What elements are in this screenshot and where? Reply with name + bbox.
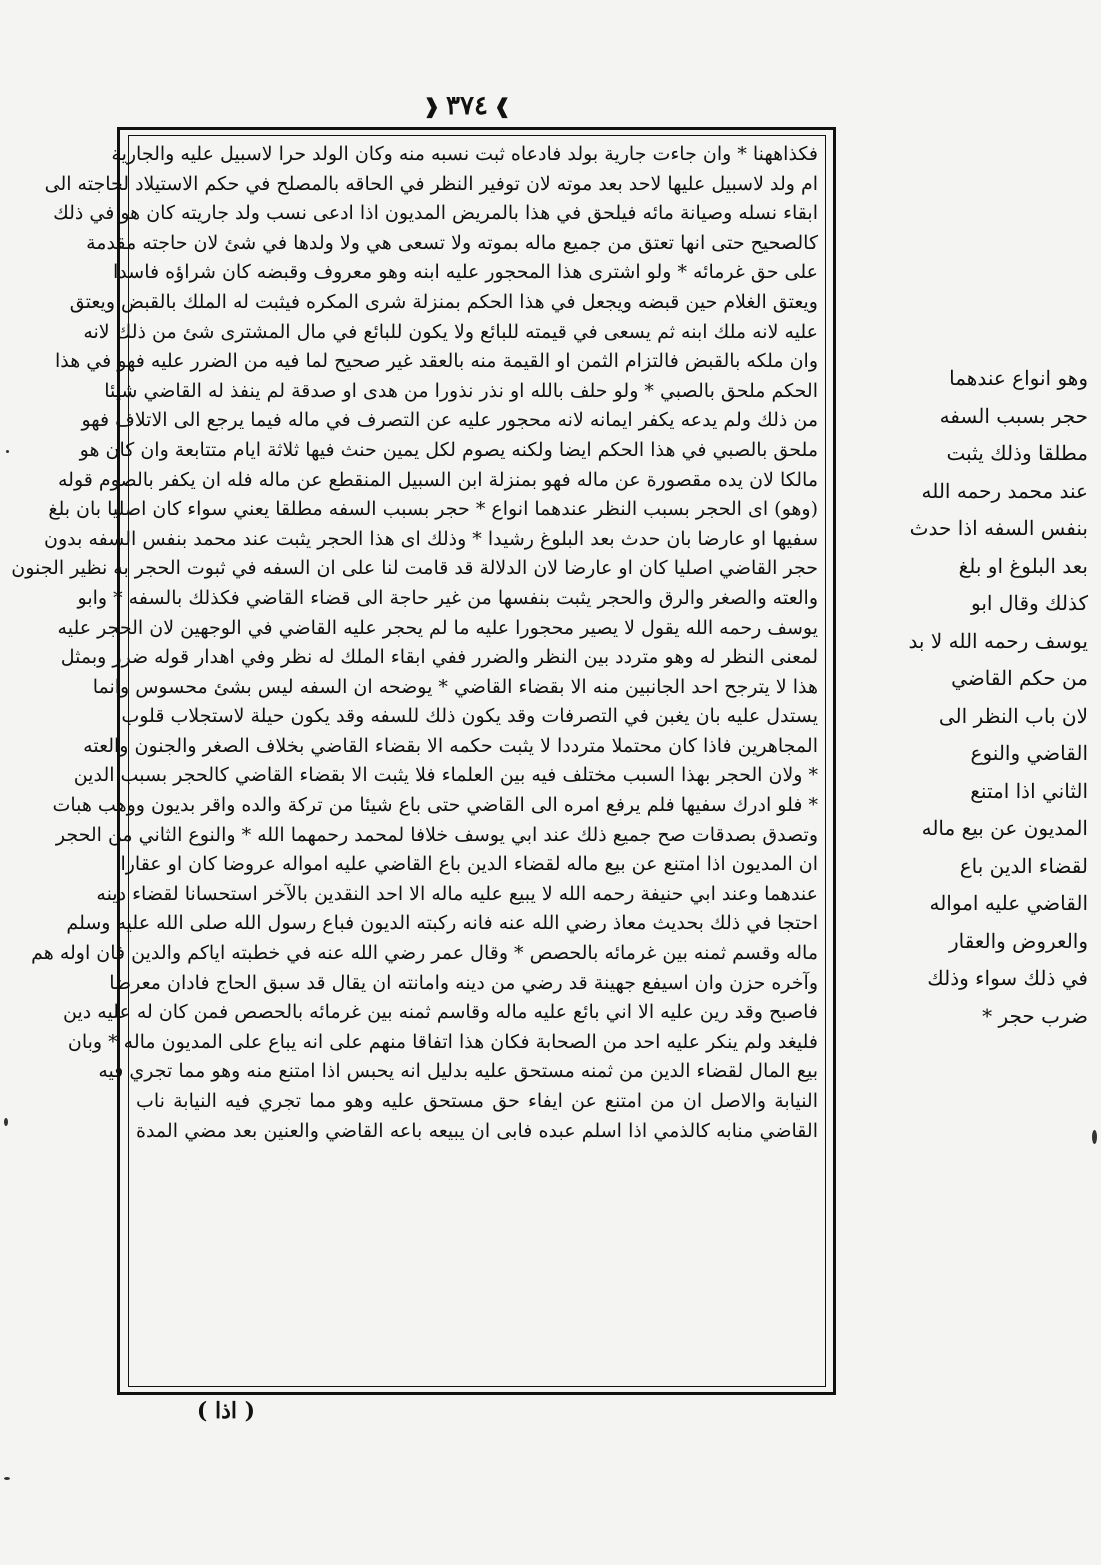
text-line: * ولان الحجر بهذا السبب مختلف فيه بين العلماء فلا يثبت الا بقضاء القاضي كالحجر بسبب الدين (73, 764, 818, 787)
text-line: النيابة والاصل ان من امتنع عن ايفاء حق مستحق عليه وهو مما تجري فيه النيابة ناب (136, 1090, 818, 1112)
margin-note (848, 360, 1088, 1035)
margin-note-line: مطلقا وذلك يثبت (946, 441, 1088, 465)
margin-note-line: القاضي عليه امواله (929, 891, 1088, 915)
text-line: احتجا في ذلك بحديث معاذ رضي الله عنه فانه ركبته الديون فباع رسول الله صلى الله عليه وسلم (66, 912, 818, 935)
margin-note-line: والعروض والعقار (948, 928, 1088, 953)
margin-note-line: الثاني اذا امتنع (970, 778, 1088, 803)
text-line: وآخره حزن وان اسيفع جهينة قد رضي من دينه وامانته ان يقال قد سبق الحاج فادان معرضا (109, 971, 818, 994)
text-line: ابقاء نسله وصيانة مائه فيلحق في هذا بالمريض المديون اذا ادعى نسب ولد جاريته كان هو في ذلك (53, 202, 818, 225)
text-line: لمعنى النظر له وهو متردد بين النظر والضرر ففي ابقاء الملك له نظر وفي اهدار قوله ضرر وبمثل (60, 646, 818, 669)
margin-note-line: من حكم القاضي (951, 666, 1088, 690)
text-line: هذا لا يترجح احد الجانبين منه الا بقضاء القاضي * يوضحه ان السفه ليس بشئ محسوس وانما (92, 675, 818, 698)
catchword: ( اذا ) (196, 1398, 256, 1424)
margin-note-line: ضرب حجر * (982, 1003, 1088, 1028)
scan-speck (4, 1118, 8, 1126)
text-line: من ذلك ولم يدعه يكفر ايمانه لانه محجور عليه عن التصرف في ماله فيما يرجع الى الاتلاف فهو (81, 409, 818, 432)
margin-note-line: حجر بسبب السفه (939, 403, 1088, 428)
text-line: ملحق بالصبي في هذا الحكم ايضا ولكنه يصوم لكل يمين حنث فيها ثلاثة ايام متتابعة وان كان هو (79, 438, 818, 461)
margin-note-line: عند محمد رحمه الله (921, 478, 1088, 503)
text-line: عندهما وعند ابي حنيفة رحمه الله لا يبيع عليه ماله الا احد النقدين بالآخر استحسانا لقضاء دينه (96, 882, 818, 905)
margin-note-line: في ذلك سواء وذلك (927, 966, 1088, 990)
text-line: القاضي منابه كالذمي اذا اسلم عبده فابى ان يبيعه باعه القاضي والعنين بعد مضي المدة (136, 1119, 818, 1142)
text-line: فاصبح وقد رين عليه الا اني بائع عليه ماله وقاسم ثمنه بين غرمائه بالحصص فمن كان له عليه دين (63, 1001, 818, 1024)
text-line: يوسف رحمه الله يقول لا يصير محجورا عليه ما لم يحجر عليه القاضي في الوجهين لان الحجر عليه (57, 616, 818, 639)
text-line: وتصدق بصدقات صح جميع ذلك عند ابي يوسف خلافا لمحمد رحمهما الله * والنوع الثاني من الحجر (55, 823, 818, 846)
text-line: ماله وقسم ثمنه بين غرمائه بالحصص * وقال عمر رضي الله عنه في خطبته اياكم والدين فان اوله هم (31, 942, 818, 965)
text-line: * فلو ادرك سفيها فلم يرفع امره الى القاضي حتى باع شيئا من تركة والده واقر بديون ووهب هبات (52, 794, 818, 817)
text-line: سفيها او عارضا بان حدث بعد البلوغ رشيدا * وذلك اى هذا الحجر يثبت عند محمد بنفس السفه بدون (44, 527, 818, 550)
text-line: مالكا لان يده مقصورة عن ماله فهو بمنزلة ابن السبيل المنقطع عن ماله فله ان يكفر بالصوم قوله (58, 468, 818, 491)
text-line: الحكم ملحق بالصبي * ولو حلف بالله او نذر نذورا من هدى او صدقة لم ينفذ له القاضي شيئا (104, 379, 818, 402)
text-line: على حق غرمائه * ولو اشترى هذا المحجور عليه ابنه وهو معروف وقبضه كان شراؤه فاسدا (113, 261, 818, 284)
main-text-block (11, 140, 818, 1385)
scan-speck (4, 1477, 10, 1480)
scan-speck (1092, 1130, 1097, 1144)
text-line: (وهو) اى الحجر بسبب النظر عندهما انواع * حجر بسبب السفه مطلقا يعني سواء كان اصليا بان بلغ (48, 498, 818, 521)
text-line: عليه لانه ملك ابنه ثم يسعى في قيمته للبائع ولا يكون للبائع في مال المشترى شئ من ذلك لانه (83, 320, 818, 343)
text-line: حجر القاضي اصليا كان او عارضا لان الدلالة قد قامت لنا على ان السفه في ثبوت الحجر به نظير الجنون (11, 557, 818, 580)
text-line: والعته والصغر والرق والحجر يثبت بنفسها من غير حاجة الى قضاء القاضي فكذلك بالسفه * وابو (77, 586, 818, 609)
text-line: كالصحيح حتى انها تعتق من جميع ماله بموته ولا تسعى هي ولا ولدها في شئ لان حاجته مقدمة (86, 231, 818, 254)
margin-note-line: لان باب النظر الى (938, 703, 1088, 728)
page-number (412, 86, 522, 126)
margin-note-line: لقضاء الدين باع (959, 853, 1088, 878)
ornament-right: ❱ (493, 94, 511, 118)
page-number-value: ٣٧٤ (446, 91, 488, 121)
margin-note-line: وهو انواع عندهما (949, 366, 1088, 390)
text-line: وان ملكه بالقبض فالتزام الثمن او القيمة منه بالعقد غير صحيح لما فيه من الضرر عليه فهو في هذا (54, 350, 818, 373)
margin-note-line: كذلك وقال ابو (971, 591, 1088, 615)
margin-note-line: بنفس السفه اذا حدث (909, 516, 1088, 540)
margin-note-line: يوسف رحمه الله لا بد (908, 628, 1088, 653)
text-line: بيع المال لقضاء الدين من ثمنه مستحق عليه بدليل انه يحبس اذا امتنع منه وهو مما تجري فيه (98, 1060, 818, 1083)
scan-speck (6, 450, 9, 453)
text-line: ام ولد لاسبيل عليها لاحد بعد موته لان توفير النظر في الحاقه بالمصلح في حكم الاستيلاد لحاجته الى (44, 172, 818, 195)
text-line: فكذاههنا * وان جاءت جارية بولد فادعاه ثبت نسبه منه وكان الولد حرا لاسبيل عليه والجارية (111, 143, 818, 165)
margin-note-line: بعد البلوغ او بلغ (958, 553, 1088, 578)
margin-note-line: القاضي والنوع (970, 741, 1088, 765)
ornament-left: ❰ (423, 94, 441, 118)
margin-note-line: المديون عن بيع ماله (921, 816, 1088, 840)
text-line: يستدل عليه بان يغبن في التصرفات وقد يكون ذلك للسفه وقد يكون حيلة لاستجلاب قلوب (121, 705, 818, 728)
text-line: ويعتق الغلام حين قبضه ويجعل في هذا الحكم بمنزلة شرى المكره فيثبت له الملك بالقبض ويعتق (69, 290, 818, 313)
text-line: فليغد ولم ينكر عليه احد من الصحابة فكان هذا اتفاقا منهم على انه يباع على المديون ماله * وبان (67, 1030, 818, 1053)
text-line: ان المديون اذا امتنع عن بيع ماله لقضاء الدين باع القاضي عليه امواله عروضا كان او عقارا (120, 853, 818, 876)
text-line: المجاهرين فاذا كان محتملا مترددا لا يثبت حكمه الا بقضاء القاضي بخلاف الصغر والجنون والعته (83, 734, 818, 757)
